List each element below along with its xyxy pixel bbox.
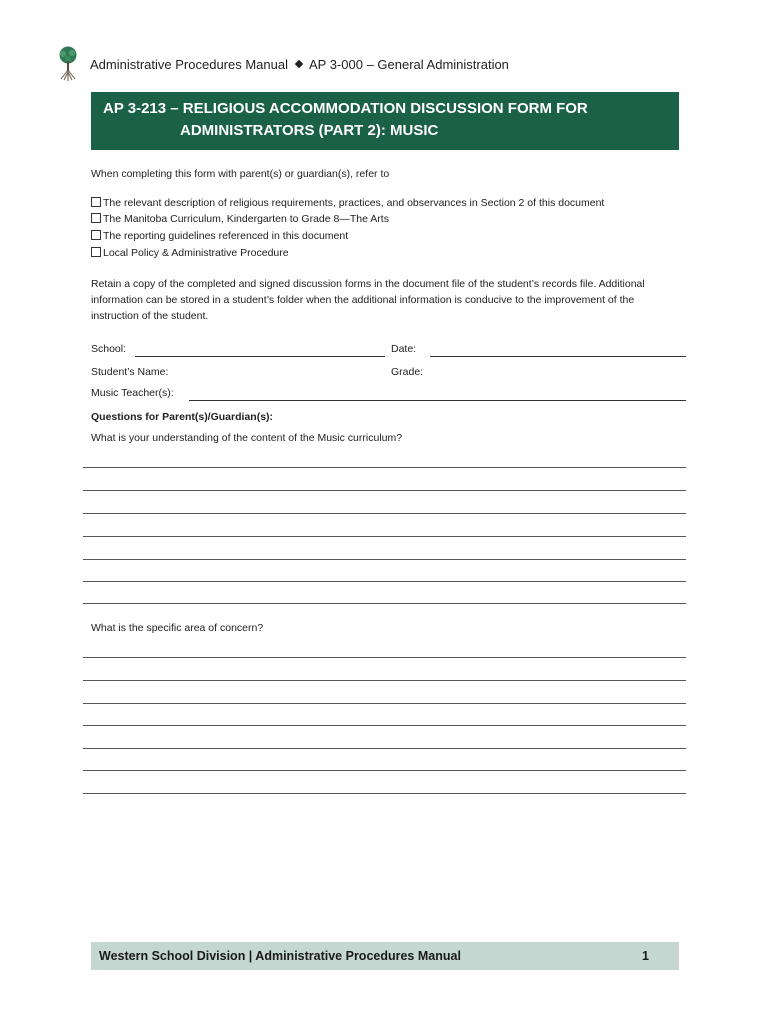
title-line-2: ADMINISTRATORS (PART 2): MUSIC xyxy=(180,122,439,139)
tree-logo-icon xyxy=(56,46,80,82)
checklist-item-1[interactable]: The relevant description of religious requirements, practices, and observances in Section 2 of this document xyxy=(91,197,604,209)
answer-line[interactable] xyxy=(83,536,686,537)
question-2: What is the specific area of concern? xyxy=(91,622,264,634)
checklist-item-2[interactable]: The Manitoba Curriculum, Kindergarten to Grade 8—The Arts xyxy=(91,213,389,225)
header-manual-name: Administrative Procedures Manual xyxy=(90,56,288,72)
footer-label: Western School Division | Administrative Procedures Manual xyxy=(99,949,461,963)
intro-text: When completing this form with parent(s) or guardian(s), refer to xyxy=(91,168,390,180)
answer-line[interactable] xyxy=(83,680,686,681)
checklist-item-4[interactable]: Local Policy & Administrative Procedure xyxy=(91,247,289,259)
answer-line[interactable] xyxy=(83,657,686,658)
retain-instructions: Retain a copy of the completed and signed discussion forms in the document file of the student’s records file. Additional information can be stored in a student’s folder when the additional information is conducive to the improvement of the instruction of the student. xyxy=(91,278,645,322)
answer-line[interactable] xyxy=(83,559,686,560)
checkbox-icon[interactable] xyxy=(91,213,101,223)
answer-line[interactable] xyxy=(83,513,686,514)
answer-line[interactable] xyxy=(83,793,686,794)
header-section-name: AP 3-000 – General Administration xyxy=(308,56,509,72)
date-label: Date: xyxy=(391,343,417,355)
page-header xyxy=(56,46,509,82)
date-field[interactable] xyxy=(430,356,686,357)
checkbox-icon[interactable] xyxy=(91,230,101,240)
music-teacher-label: Music Teacher(s): xyxy=(91,387,174,399)
title-line-1: AP 3-213 – RELIGIOUS ACCOMMODATION DISCUSSION FORM FOR xyxy=(103,100,588,117)
music-teacher-field[interactable] xyxy=(189,400,686,401)
school-field[interactable] xyxy=(135,356,385,357)
answer-line[interactable] xyxy=(83,748,686,749)
answer-line[interactable] xyxy=(83,603,686,604)
school-label: School: xyxy=(91,343,127,355)
checklist-item-3[interactable]: The reporting guidelines referenced in this document xyxy=(91,230,348,242)
document-title xyxy=(91,92,679,150)
questions-heading: Questions for Parent(s)/Guardian(s): xyxy=(91,411,274,423)
checkbox-icon[interactable] xyxy=(91,197,101,207)
answer-line[interactable] xyxy=(83,467,686,468)
page-footer xyxy=(91,942,679,970)
answer-line[interactable] xyxy=(83,770,686,771)
question-1: What is your understanding of the content of the Music curriculum? xyxy=(91,432,403,444)
answer-line[interactable] xyxy=(83,490,686,491)
answer-line[interactable] xyxy=(83,581,686,582)
grade-label: Grade: xyxy=(391,366,424,378)
answer-line[interactable] xyxy=(83,703,686,704)
checkbox-icon[interactable] xyxy=(91,247,101,257)
page-number: 1 xyxy=(642,949,649,963)
answer-line[interactable] xyxy=(83,725,686,726)
diamond-separator-icon xyxy=(295,60,303,68)
student-name-label: Student’s Name: xyxy=(91,366,169,378)
